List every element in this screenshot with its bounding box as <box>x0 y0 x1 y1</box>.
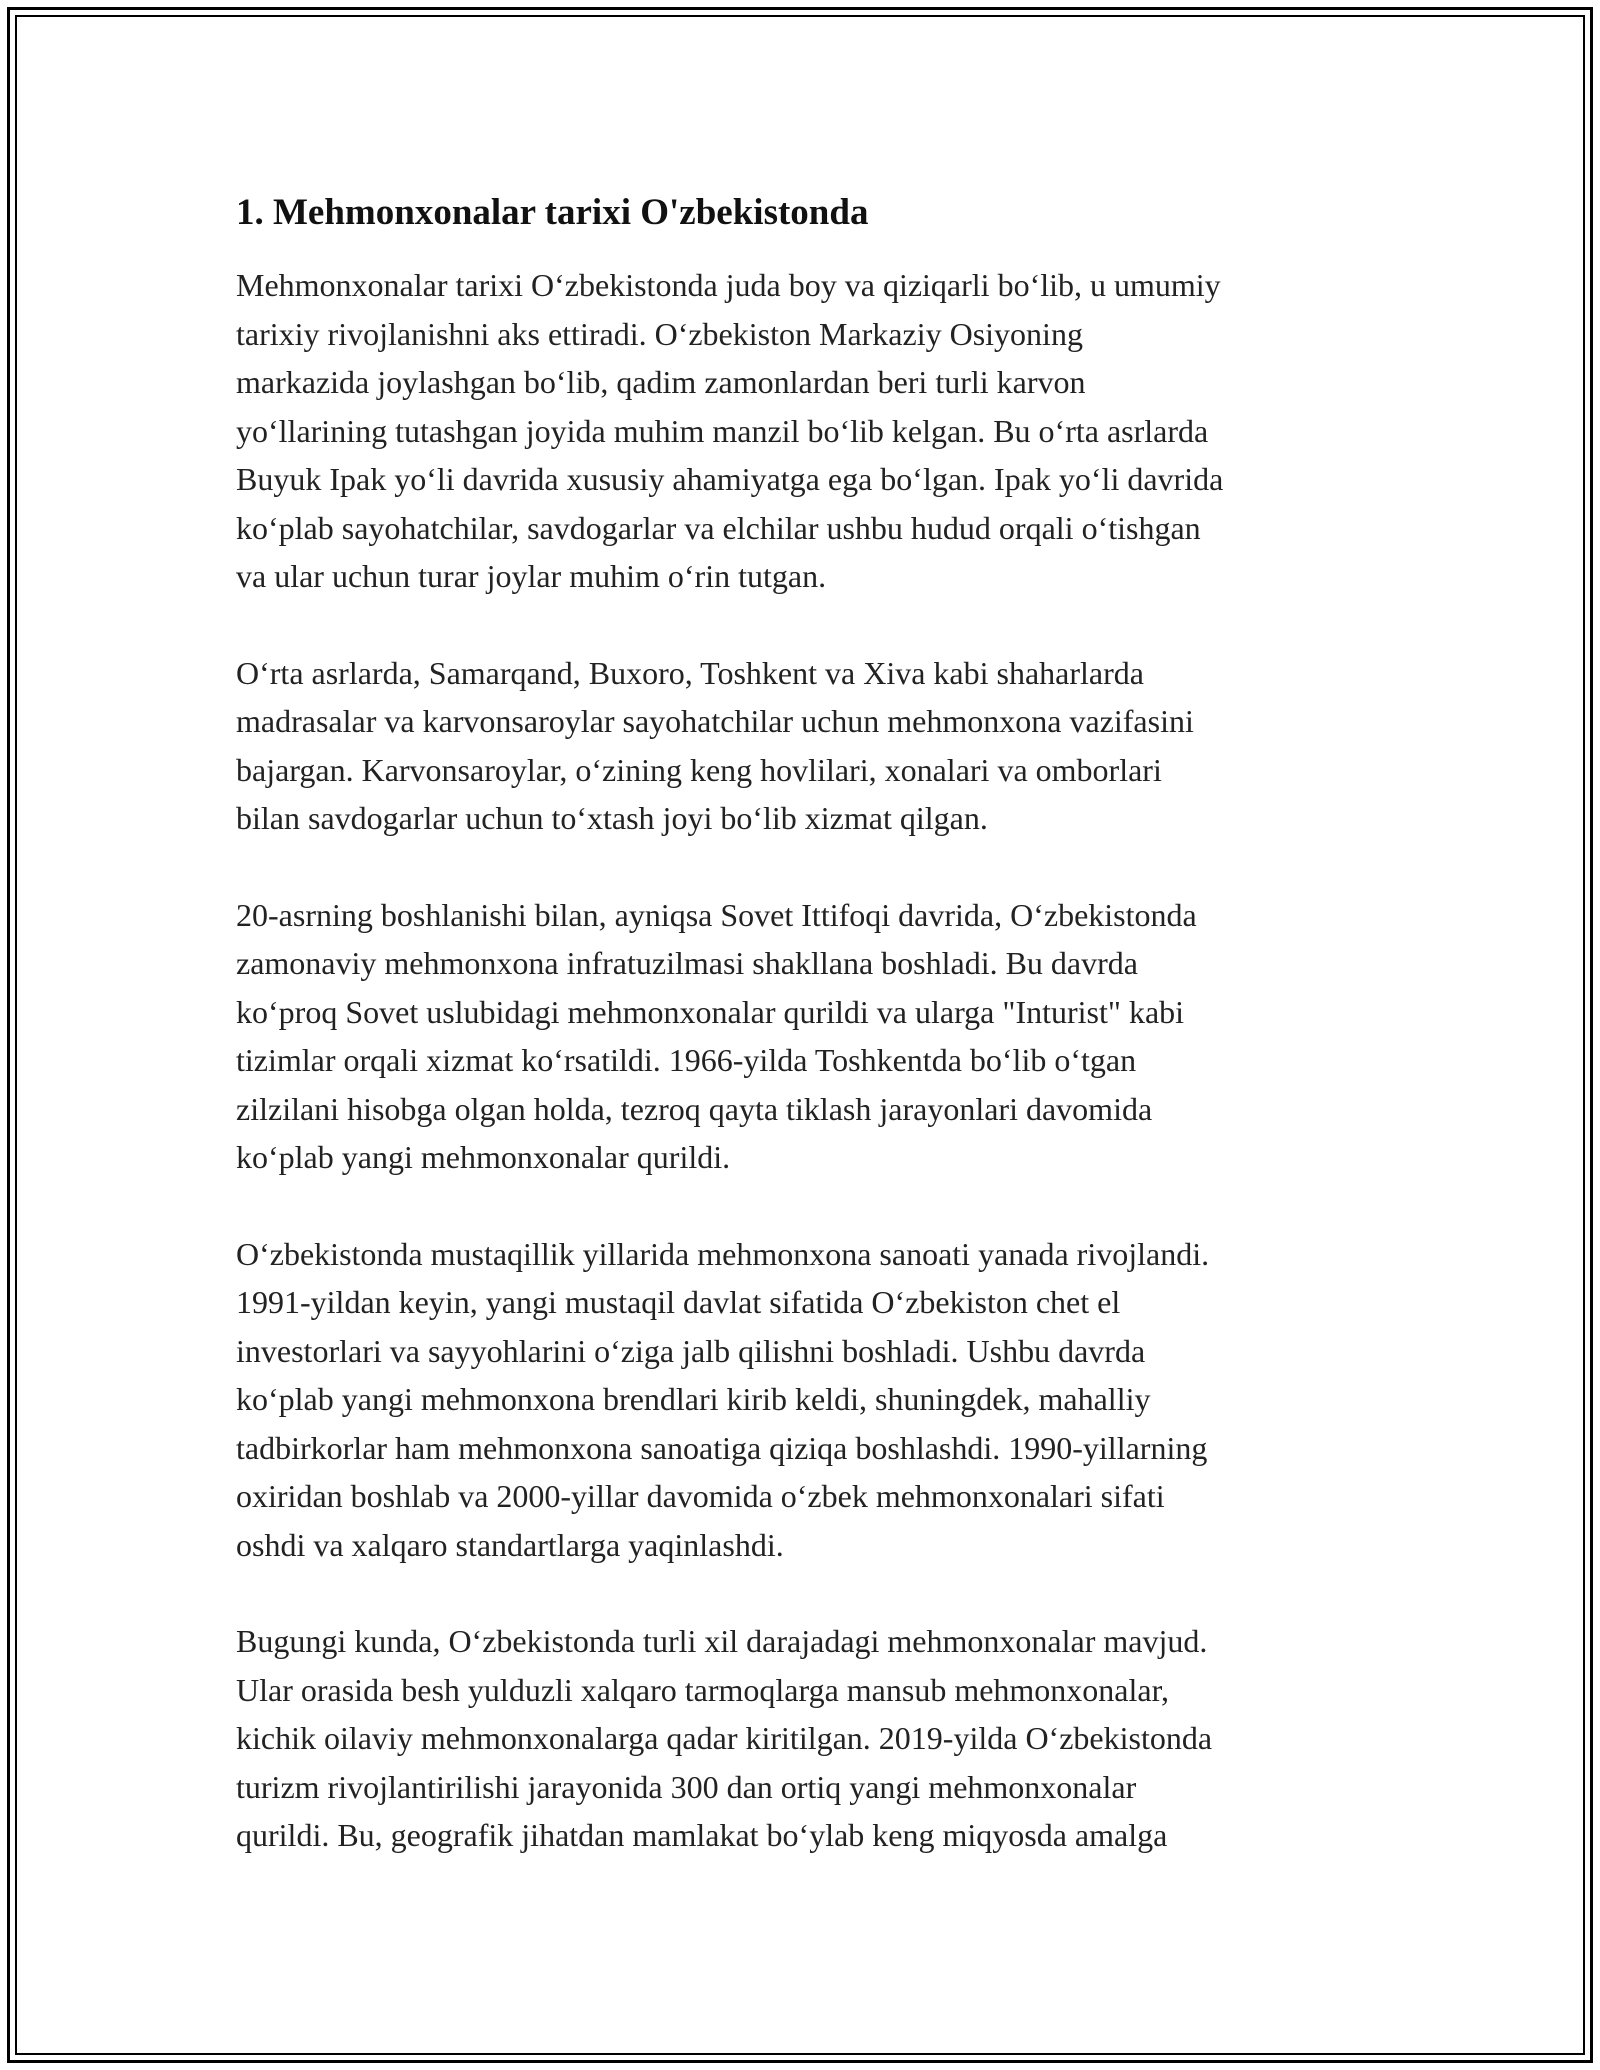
paragraph-soviet-era: 20-asrning boshlanishi bilan, ayniqsa Sovet Ittifoqi davrida, O‘zbekistonda zamonaviy mehmonxona infratuzilmasi shakllana boshladi. Bu davrda ko‘proq Sovet uslubidagi mehmonxonalar qurildi va ularga "Inturist" kabi tizimlar orqali xizmat ko‘rsatildi. 1966-yilda Toshkentda bo‘lib o‘tgan zilzilani hisobga olgan holda, tezroq qayta tiklash jarayonlari davomida ko‘plab yangi mehmonxonalar qurildi. <box>236 896 1197 1175</box>
paragraph-history-intro: Mehmonxonalar tarixi O‘zbekistonda juda boy va qiziqarli bo‘lib, u umumiy tarixiy rivojlanishni aks ettiradi. O‘zbekiston Markaziy Osiyoning markazida joylashgan bo‘lib, qadim zamonlardan beri turli karvon yo‘llarining tutashgan joyida muhim manzil bo‘lib kelgan. Bu o‘rta asrlarda Buyuk Ipak yo‘li davrida xususiy ahamiyatga ega bo‘lgan. Ipak yo‘li davrida ko‘plab sayohatchilar, savdogarlar va elchilar ushbu hudud orqali o‘tishgan va ular uchun turar joylar muhim o‘rin tutgan. <box>236 267 1224 594</box>
document-content <box>236 187 1386 1908</box>
paragraph-today: Bugungi kunda, O‘zbekistonda turli xil darajadagi mehmonxonalar mavjud. Ular orasida besh yulduzli xalqaro tarmoqlarga mansub mehmonxonalar, kichik oilaviy mehmonxonalarga qadar kiritilgan. 2019-yilda O‘zbekistonda turizm rivojlantirilishi jarayonida 300 dan ortiq yangi mehmonxonalar qurildi. Bu, geografik jihatdan mamlakat bo‘ylab keng miqyosda amalga <box>236 1623 1213 1853</box>
section-heading: 1. Mehmonxonalar tarixi O'zbekistonda <box>236 192 869 233</box>
paragraph-middle-ages: O‘rta asrlarda, Samarqand, Buxoro, Toshkent va Xiva kabi shaharlarda madrasalar va karvonsaroylar sayohatchilar uchun mehmonxona vazifasini bajargan. Karvonsaroylar, o‘zining keng hovlilari, xonalari va omborlari bilan savdogarlar uchun to‘xtash joyi bo‘lib xizmat qilgan. <box>236 654 1194 836</box>
paragraph-independence: O‘zbekistonda mustaqillik yillarida mehmonxona sanoati yanada rivojlandi. 1991-yildan keyin, yangi mustaqil davlat sifatida O‘zbekiston chet el investorlari va sayyohlarini o‘ziga jalb qilishni boshladi. Ushbu davrda ko‘plab yangi mehmonxona brendlari kirib keldi, shuningdek, mahalliy tadbirkorlar ham mehmonxona sanoatiga qiziqa boshlashdi. 1990-yillarning oxiridan boshlab va 2000-yillar davomida o‘zbek mehmonxonalari sifati oshdi va xalqaro standartlarga yaqinlashdi. <box>236 1235 1210 1563</box>
